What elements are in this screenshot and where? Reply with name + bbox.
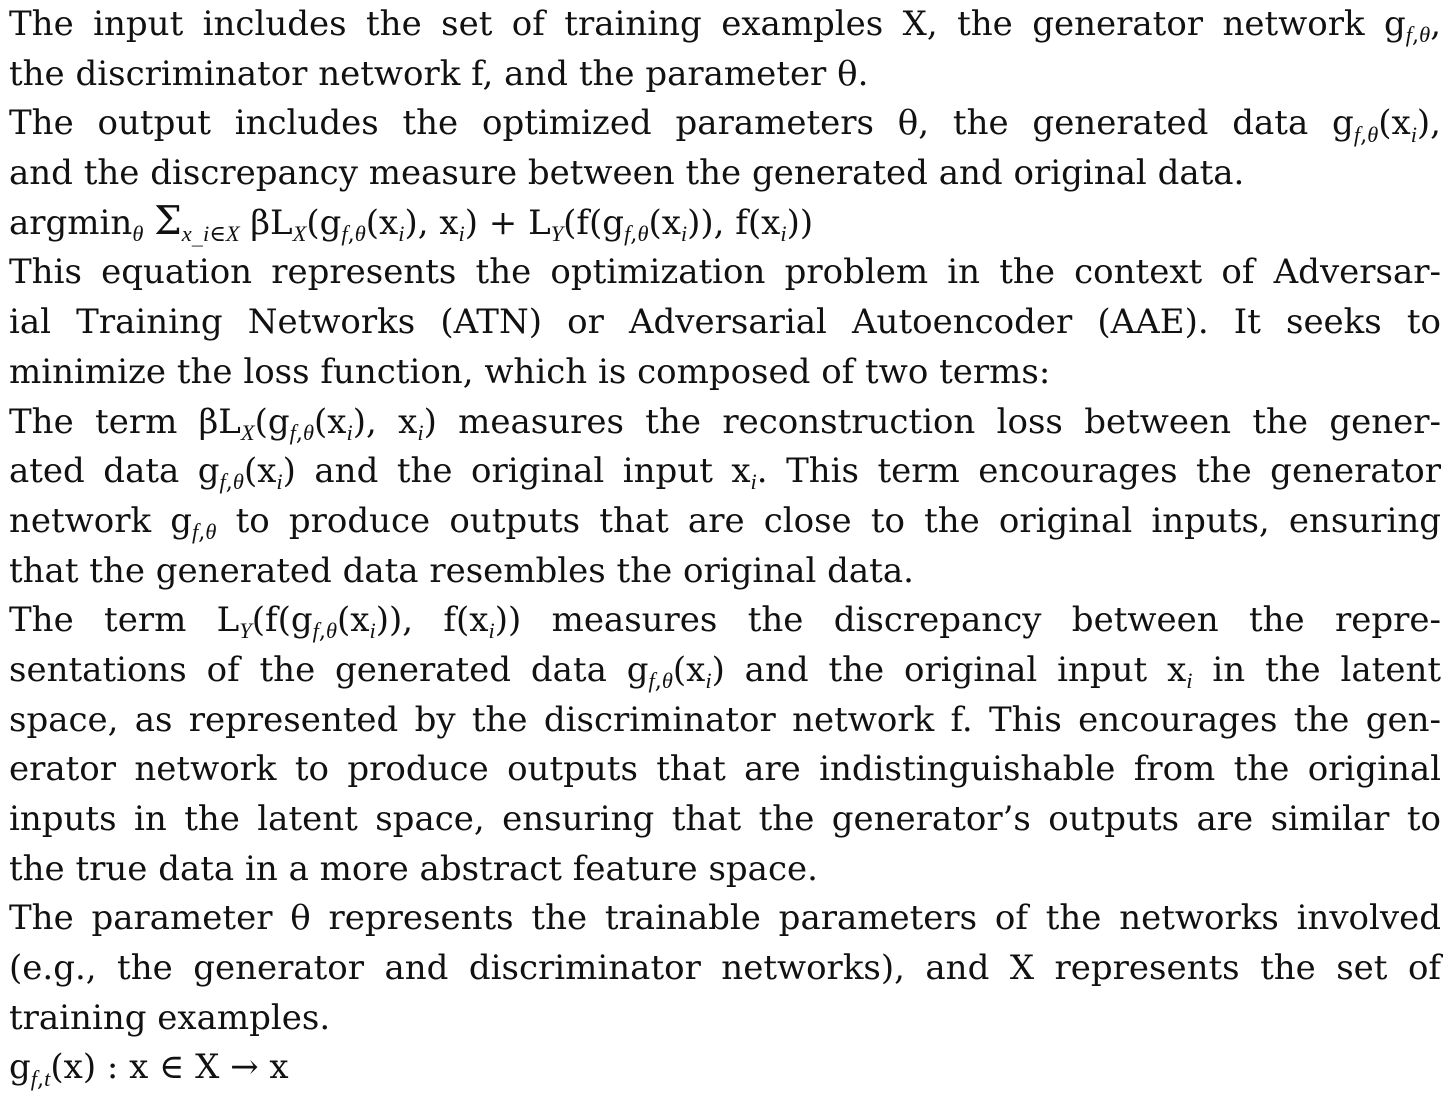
text-line: sentations of the generated data $g_{f,\theta}(x_i)$ and the original input $x_i$ in the latent <box>9 649 1441 695</box>
text-line: $g_{f,t}(x)$ : x ∈ X → x <box>9 1047 289 1092</box>
text-line: minimize the loss function, which is composed of two terms: <box>9 351 1051 392</box>
text-line: The input includes the set of training examples X, the generator network $g_{f,\theta}$, <box>9 4 1441 49</box>
text-line: ial Training Networks (ATN) or Adversarial Autoencoder (AAE). It seeks to <box>9 302 1441 343</box>
text-line: argmin$_\theta$ $\Sigma_{x\_i\in X}$ $\beta L_X(g_{f,\theta}(x_i)$, $x_i) + L_Y(f(g_{f,\theta}(x_i))$, $f(x_i)$) <box>9 198 814 247</box>
text-line: space, as represented by the discriminator network f. This encourages the gen- <box>9 699 1441 740</box>
text-line: This equation represents the optimization problem in the context of Adversar- <box>9 252 1441 293</box>
text-line: the true data in a more abstract feature space. <box>9 848 818 889</box>
text-line: network $g_{f,\theta}$ to produce outputs that are close to the original inputs, ensuring <box>9 500 1441 546</box>
text-line: ated data $g_{f,\theta}(x_i)$ and the original input $x_i$. This term encourages the generator <box>9 451 1441 496</box>
text-line: the discriminator network f, and the parameter θ. <box>9 53 869 94</box>
text-line: training examples. <box>9 997 331 1038</box>
text-line: (e.g., the generator and discriminator networks), and X represents the set of <box>9 948 1441 989</box>
text-line: The term $L_Y(f(g_{f,\theta}(x_i))$, $f(x_i)$) measures the discrepancy between the repre- <box>9 600 1441 645</box>
text-line: The term $\beta L_X(g_{f,\theta}(x_i)$, $x_i$) measures the reconstruction loss between the gener- <box>9 401 1442 446</box>
text-line: inputs in the latent space, ensuring that the generator’s outputs are similar to <box>9 799 1441 839</box>
text-line: and the discrepancy measure between the generated and original data. <box>9 153 1245 194</box>
text-line: The output includes the optimized parameters θ, the generated data $g_{f,\theta}(x_i)$, <box>9 103 1441 148</box>
document-page <box>9 0 1441 1093</box>
text-line: erator network to produce outputs that are indistinguishable from the original <box>9 749 1441 790</box>
text-line: that the generated data resembles the original data. <box>9 550 914 591</box>
text-line: The parameter θ represents the trainable parameters of the networks involved <box>9 898 1441 939</box>
